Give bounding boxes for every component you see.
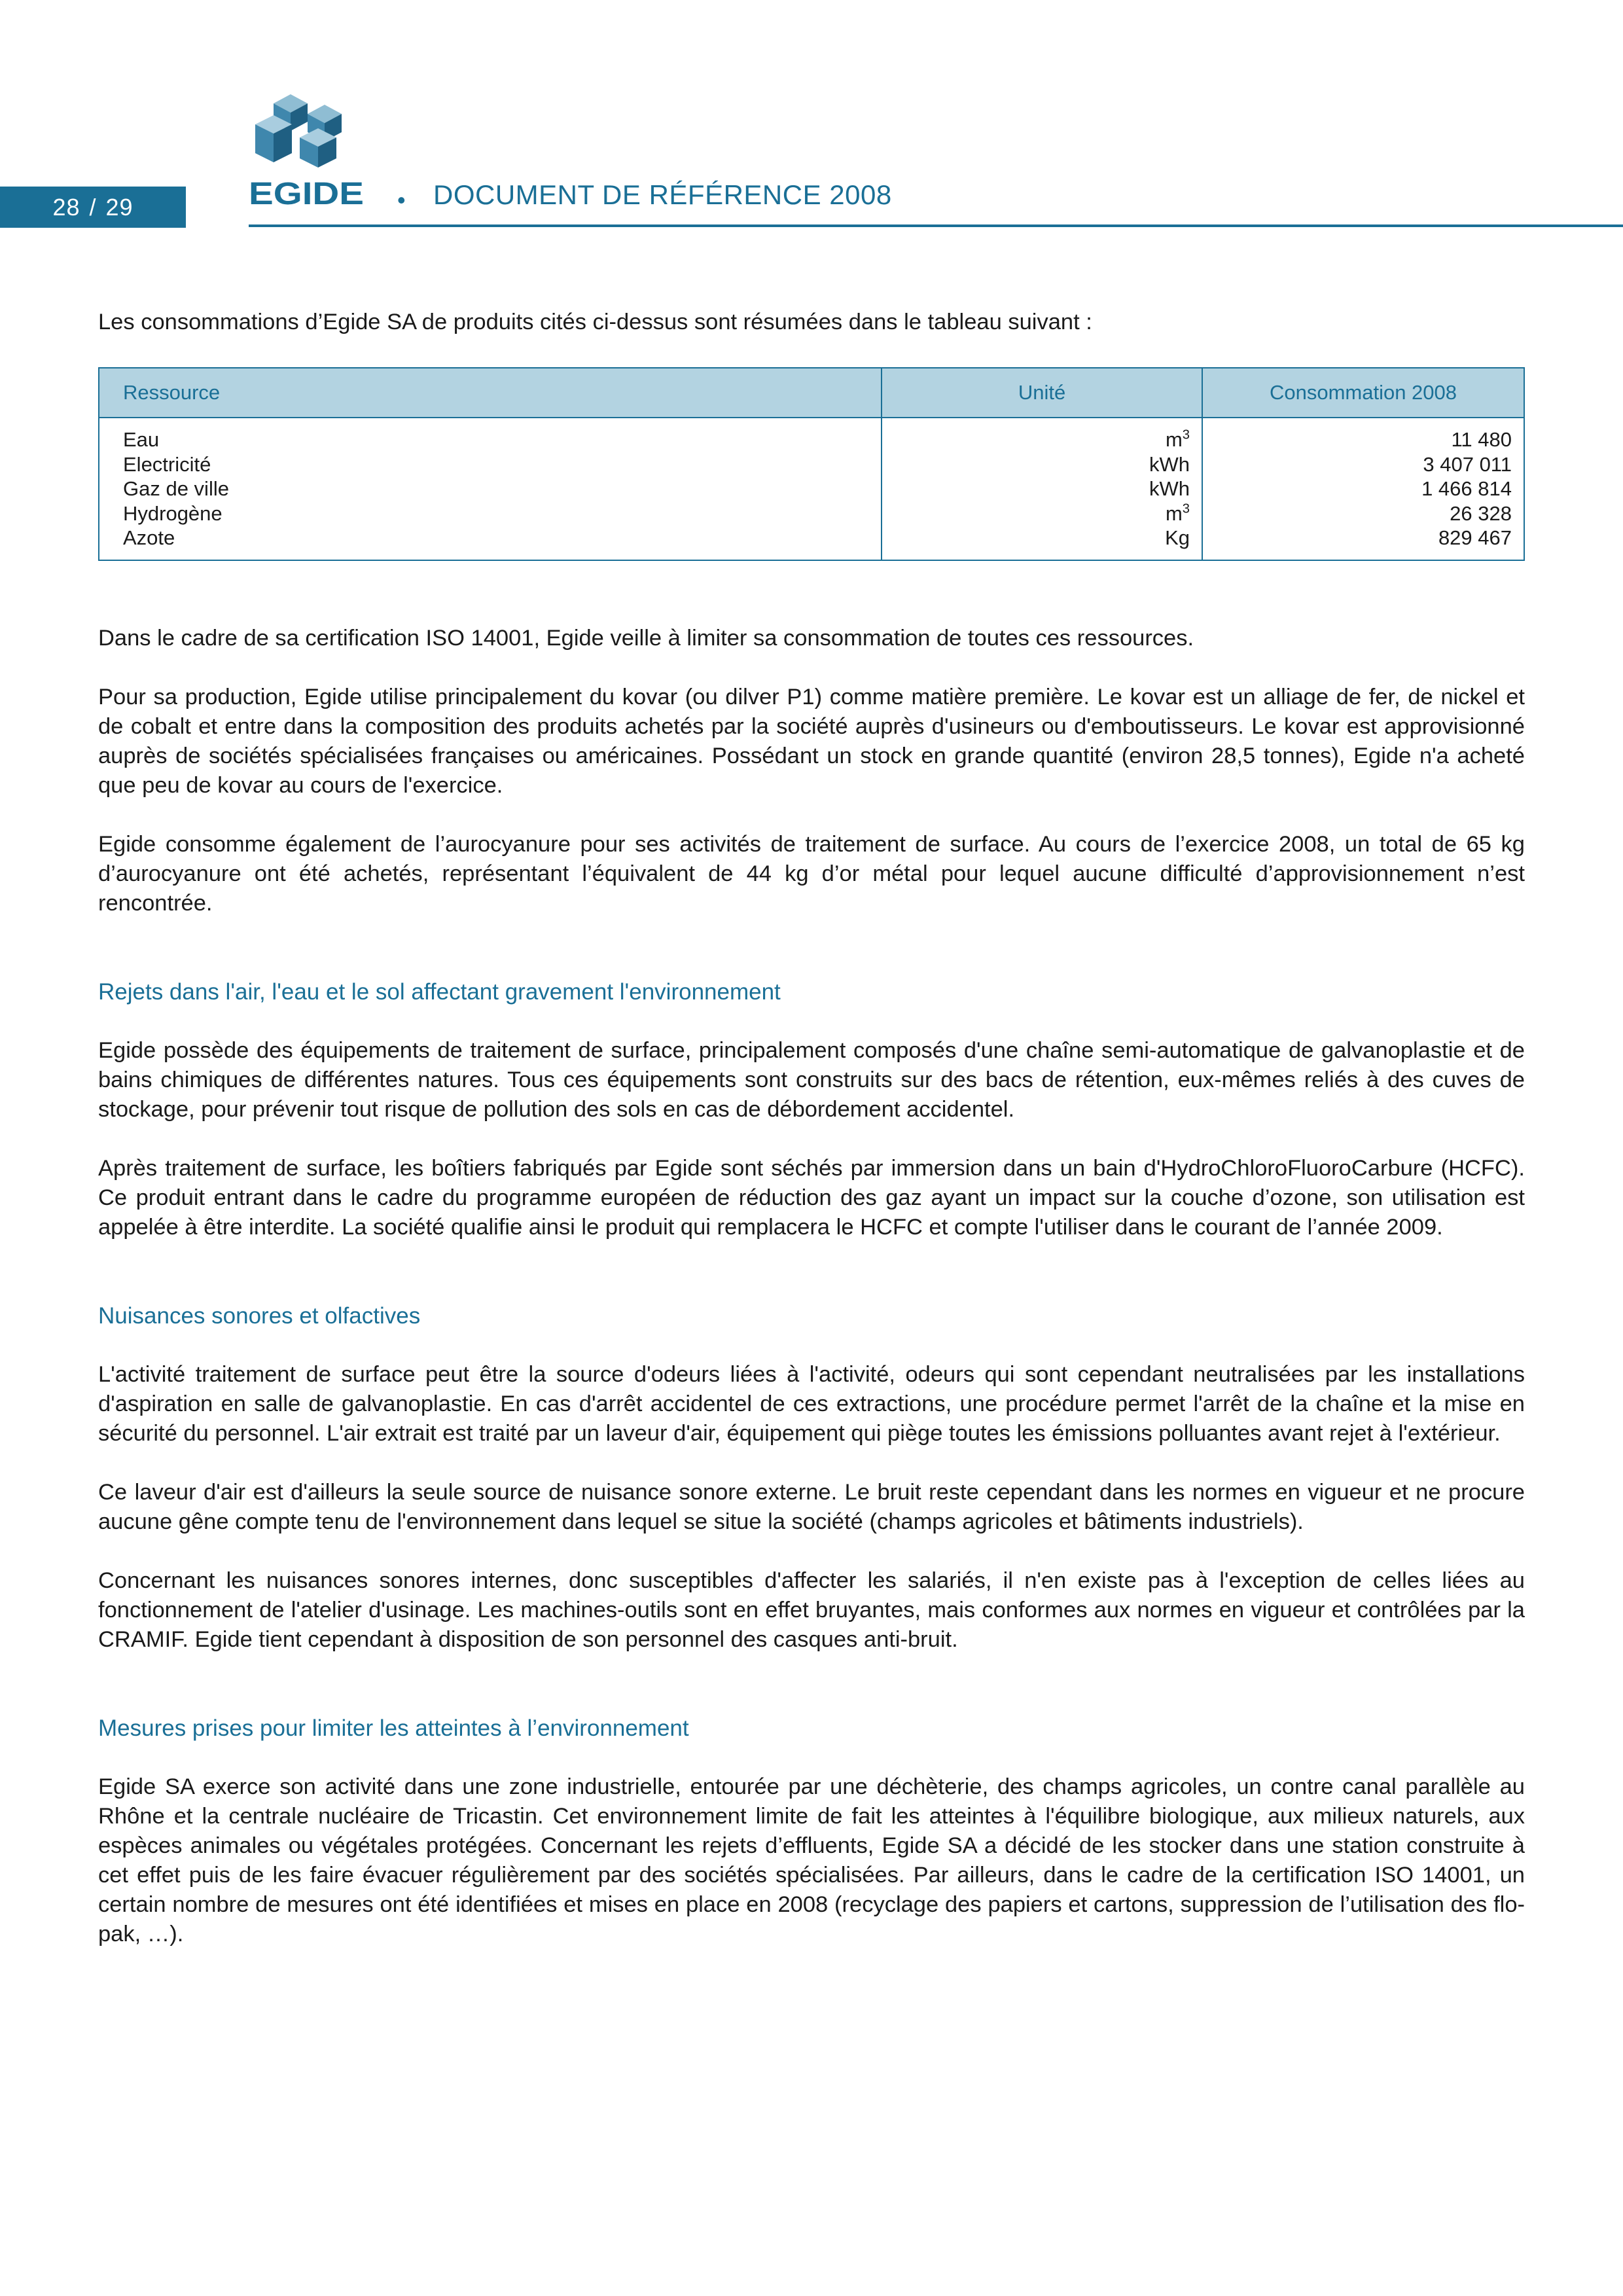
- table-header-row: [99, 368, 1524, 418]
- paragraph-sonores-internes: Concernant les nuisances sonores internes, donc susceptibles d'affecter les salariés, il n'en existe pas à l'exception de celles liées au fonctionnement de l'atelier d'usinage. Les machines-outils sont en effet bruyantes, mais conformes aux normes en vigueur et contrôlées par la CRAMIF. Egide tient cependant à disposition de son personnel des casques anti-bruit.: [98, 1568, 1525, 1652]
- section-heading-rejets: Rejets dans l'air, l'eau et le sol affectant gravement l'environnement: [98, 978, 781, 1005]
- consumption-column: [1202, 418, 1524, 560]
- resource-cell: Azote: [123, 526, 175, 549]
- consumption-cell: 11 480: [1451, 428, 1512, 451]
- page-next: 29: [105, 193, 134, 221]
- header-divider: [249, 224, 1623, 227]
- paragraph-laveur: Ce laveur d'air est d'ailleurs la seule source de nuisance sonore externe. Le bruit reste cependant dans les normes en vigueur et ne procure aucune gêne compte tenu de l'environnement dans lequel se situe la société (champs agricoles et bâtiments industriels).: [98, 1479, 1525, 1534]
- page-number-badge: [0, 187, 186, 228]
- consumption-cell: 1 466 814: [1421, 477, 1512, 500]
- paragraph-iso: Dans le cadre de sa certification ISO 14001, Egide veille à limiter sa consommation de toutes ces ressources.: [98, 625, 1194, 651]
- consumption-cell: 26 328: [1450, 501, 1512, 525]
- resource-cell: Gaz de ville: [123, 477, 229, 500]
- table-row: [99, 418, 1524, 560]
- paragraph-hcfc: Après traitement de surface, les boîtiers fabriqués par Egide sont séchés par immersion dans un bain d'HydroChloroFluoroCarbure (HCFC). Ce produit entrant dans le cadre du programme européen de réduction des gaz ayant un impact sur la couche d’ozone, son utilisation est appelée à être interdite. La société qualifie ainsi le produit qui remplacera le HCFC et compte l'utiliser dans le courant de l’année 2009.: [98, 1155, 1525, 1240]
- logo-text: EGIDE: [249, 177, 364, 209]
- section-heading-mesures: Mesures prises pour limiter les atteintes à l’environnement: [98, 1715, 689, 1741]
- unit-cell: $m^3$: [1165, 427, 1190, 451]
- page-content: [98, 308, 1525, 1949]
- unit-cell: $m^3$: [1165, 501, 1190, 525]
- paragraph-odeurs: L'activité traitement de surface peut être la source d'odeurs liées à l'activité, odeurs qui sont cependant neutralisées par les installations d'aspiration en salle de galvanoplastie. En cas d'arrêt accidentel de ces extractions, une procédure permet l'arrêt de la chaîne et la mise en sécurité du personnel. L'air extrait est traité par un laveur d'air, équipement qui piège toutes les émissions polluantes avant rejet à l'extérieur.: [98, 1361, 1525, 1446]
- header-consumption: Consommation 2008: [1202, 368, 1524, 418]
- resource-cell: Hydrogène: [123, 501, 223, 525]
- resource-cell: Eau: [123, 428, 160, 451]
- page-separator: /: [89, 193, 97, 221]
- consumption-table: [98, 367, 1525, 561]
- document-title: DOCUMENT DE RÉFÉRENCE 2008: [433, 179, 892, 210]
- consumption-cell: 3 407 011: [1423, 452, 1512, 476]
- section-heading-nuisances: Nuisances sonores et olfactives: [98, 1302, 421, 1329]
- paragraph-aurocyanure: Egide consomme également de l’aurocyanure pour ses activités de traitement de surface. Au cours de l’exercice 2008, un total de 65 kg d’aurocyanure ont été achetés, représentant l’équivalent de 44 kg d’or métal pour lequel aucune difficulté d’approvisionnement n’est rencontrée.: [98, 831, 1525, 916]
- paragraph-equipements: Egide possède des équipements de traitement de surface, principalement composés d'une chaîne semi-automatique de galvanoplastie et de bains chimiques de différentes natures. Tous ces équipements sont construits sur des bacs de rétention, eux-mêmes reliés à des cuves de stockage, pour prévenir tout risque de pollution des sols en cas de débordement accidentel.: [98, 1037, 1525, 1122]
- unit-cell: kWh: [1149, 452, 1190, 476]
- header-bullet: •: [397, 187, 406, 213]
- header-resource: Ressource: [99, 368, 882, 418]
- egide-logo: [247, 85, 365, 209]
- unit-cell: kWh: [1149, 477, 1190, 500]
- unit-cell: Kg: [1165, 526, 1190, 549]
- unit-column: [882, 418, 1202, 560]
- resource-column: [99, 418, 882, 560]
- intro-paragraph: Les consommations d’Egide SA de produits cités ci-dessus sont résumées dans le tableau suivant :: [98, 310, 1092, 334]
- resource-cell: Electricité: [123, 452, 211, 476]
- page-current: 28: [52, 193, 80, 221]
- paragraph-mesures: Egide SA exerce son activité dans une zone industrielle, entourée par une déchèterie, des champs agricoles, un contre canal parallèle au Rhône et la centrale nucléaire de Tricastin. Cet environnement limite de fait les atteintes à l'équilibre biologique, aux milieux naturels, aux espèces animales ou végétales protégées. Concernant les rejets d’effluents, Egide SA a décidé de les stocker dans une station construite à cet effet puis de les faire évacuer régulièrement par des sociétés spécialisées. Par ailleurs, dans le cadre de la certification ISO 14001, un certain nombre de mesures ont été identifiées et mises en place en 2008 (recyclage des papiers et cartons, suppression de l’utilisation des flo-pak, …).: [98, 1774, 1525, 1946]
- header-unit: Unité: [882, 368, 1202, 418]
- paragraph-kovar: Pour sa production, Egide utilise principalement du kovar (ou dilver P1) comme matière première. Le kovar est un alliage de fer, de nickel et de cobalt et entre dans la composition des produits achetés par la société auprès d'usineurs ou d'emboutisseurs. Le kovar est approvisionné auprès de sociétés spécialisées françaises ou américaines. Possédant un stock en grande quantité (environ 28,5 tonnes), Egide n'a acheté que peu de kovar au cours de l'exercice.: [98, 684, 1525, 798]
- consumption-cell: 829 467: [1438, 526, 1512, 549]
